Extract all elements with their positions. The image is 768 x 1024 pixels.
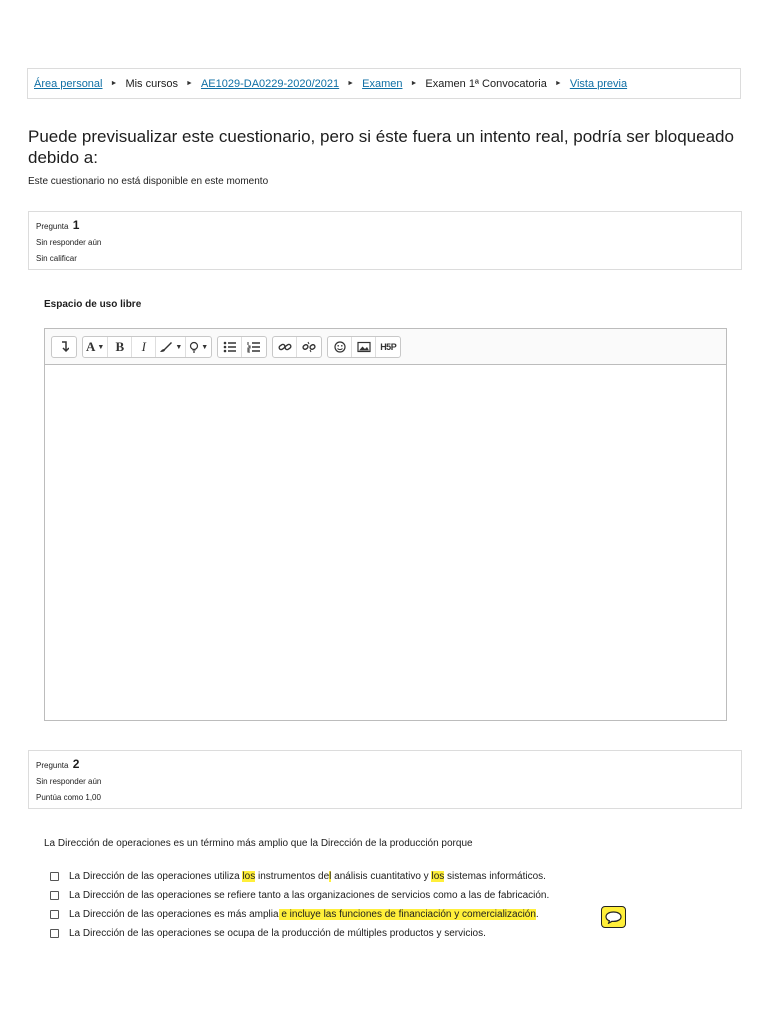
breadcrumb-examen[interactable]: Examen (362, 77, 403, 90)
question-1-number: 1 (72, 218, 80, 232)
image-icon (357, 341, 371, 353)
breadcrumb-mis-cursos: Mis cursos (125, 77, 178, 90)
answer-checkbox[interactable] (50, 910, 59, 919)
question-1-status: Sin responder aún (36, 238, 102, 247)
highlighted-text: l (329, 871, 332, 882)
lightbulb-icon (189, 341, 199, 354)
text-style-label: A (86, 339, 96, 354)
question-2-number-line (36, 759, 734, 771)
toolbar-group-lists (217, 336, 267, 358)
unlink-icon (302, 341, 316, 353)
bullet-list-icon (223, 341, 237, 353)
answer-text: La Dirección de las operaciones es más amplia (69, 909, 279, 920)
ordered-list-button[interactable] (242, 337, 266, 357)
breadcrumb-area-personal[interactable]: Área personal (34, 77, 103, 90)
question-1-grade: Sin calificar (36, 254, 77, 263)
question-2-number: 2 (72, 757, 80, 771)
highlight-button[interactable] (186, 337, 211, 357)
bold-button[interactable]: B (108, 337, 132, 357)
answer-option[interactable] (50, 905, 549, 924)
numbered-list-icon (247, 341, 261, 353)
text-style-button[interactable] (83, 337, 108, 357)
breadcrumb-separator: ► (554, 80, 562, 87)
answer-options (50, 867, 549, 943)
breadcrumb (27, 68, 741, 99)
preview-notice-reason: Este cuestionario no está disponible en este momento (28, 176, 269, 187)
answer-text: La Dirección de las operaciones se ocupa de la producción de múltiples productos y servicios. (69, 928, 486, 939)
answer-checkbox[interactable] (50, 929, 59, 938)
answer-option[interactable] (50, 867, 549, 886)
answer-text: instrumentos de (255, 871, 330, 882)
question-1-number-line (36, 220, 734, 232)
answer-text: La Dirección de las operaciones utiliza (69, 871, 243, 882)
toolbar-group-links (272, 336, 322, 358)
breadcrumb-separator: ► (410, 80, 418, 87)
collapse-arrow-icon (59, 341, 69, 353)
unordered-list-button[interactable] (218, 337, 242, 357)
breadcrumb-vista-previa[interactable]: Vista previa (569, 77, 628, 90)
italic-button[interactable]: I (132, 337, 156, 357)
question-1-label: Pregunta (36, 222, 69, 231)
comment-annotation-icon[interactable] (601, 906, 626, 928)
breadcrumb-separator: ► (186, 80, 193, 87)
question-2-text: La Dirección de operaciones es un término más amplio que la Dirección de la producción porque (44, 838, 473, 849)
breadcrumb-course[interactable]: AE1029-DA0229-2020/2021 (200, 77, 340, 90)
answer-text: análisis cuantitativo y (331, 871, 432, 882)
answer-label (69, 890, 549, 901)
collapse-toolbar-button[interactable] (52, 337, 76, 357)
preview-notice-title: Puede previsualizar este cuestionario, pero si éste fuera un intento real, podría ser bloqueado debido a: (28, 127, 734, 167)
chevron-down-icon: ▼ (201, 343, 209, 351)
smiley-icon (334, 341, 346, 353)
answer-option[interactable] (50, 924, 549, 943)
answer-label (69, 871, 546, 882)
answer-checkbox[interactable] (50, 872, 59, 881)
answer-label (69, 928, 486, 939)
insert-h5p-button[interactable]: H5P (380, 342, 397, 352)
text-color-button[interactable] (156, 337, 186, 357)
question-1-info (28, 211, 742, 270)
answer-option[interactable] (50, 886, 549, 905)
speech-bubble-icon (605, 911, 622, 924)
highlighted-text: los (431, 871, 445, 882)
rich-text-editor (44, 328, 727, 721)
breadcrumb-separator: ► (347, 80, 355, 87)
highlighted-text: los (242, 871, 256, 882)
toolbar-group-collapse (51, 336, 77, 358)
link-icon (278, 341, 292, 353)
toolbar-group-format (82, 336, 212, 358)
emoticon-button[interactable] (328, 337, 352, 357)
question-2-grade: Puntúa como 1,00 (36, 793, 101, 802)
answer-text: . (535, 909, 539, 920)
breadcrumb-examen-convocatoria: Examen 1ª Convocatoria (425, 77, 547, 90)
editor-content-area[interactable] (45, 365, 726, 720)
answer-label (69, 909, 539, 920)
highlighted-text: e incluye las funciones de financiación y comercialización (278, 909, 536, 920)
chevron-down-icon: ▼ (97, 343, 105, 351)
breadcrumb-separator: ► (110, 80, 118, 87)
toolbar-group-media (327, 336, 401, 358)
insert-image-button[interactable] (352, 337, 376, 357)
brush-icon (159, 341, 173, 353)
editor-label: Espacio de uso libre (44, 299, 142, 310)
question-2-label: Pregunta (36, 761, 69, 770)
unlink-button[interactable] (297, 337, 321, 357)
insert-link-button[interactable] (273, 337, 297, 357)
question-2-info (28, 750, 742, 809)
editor-toolbar (45, 329, 726, 365)
question-2-status: Sin responder aún (36, 777, 102, 786)
answer-text: La Dirección de las operaciones se refiere tanto a las organizaciones de servicios como a las de fabricación. (69, 890, 550, 901)
answer-checkbox[interactable] (50, 891, 59, 900)
chevron-down-icon: ▼ (175, 343, 183, 351)
answer-text: sistemas informáticos. (444, 871, 546, 882)
